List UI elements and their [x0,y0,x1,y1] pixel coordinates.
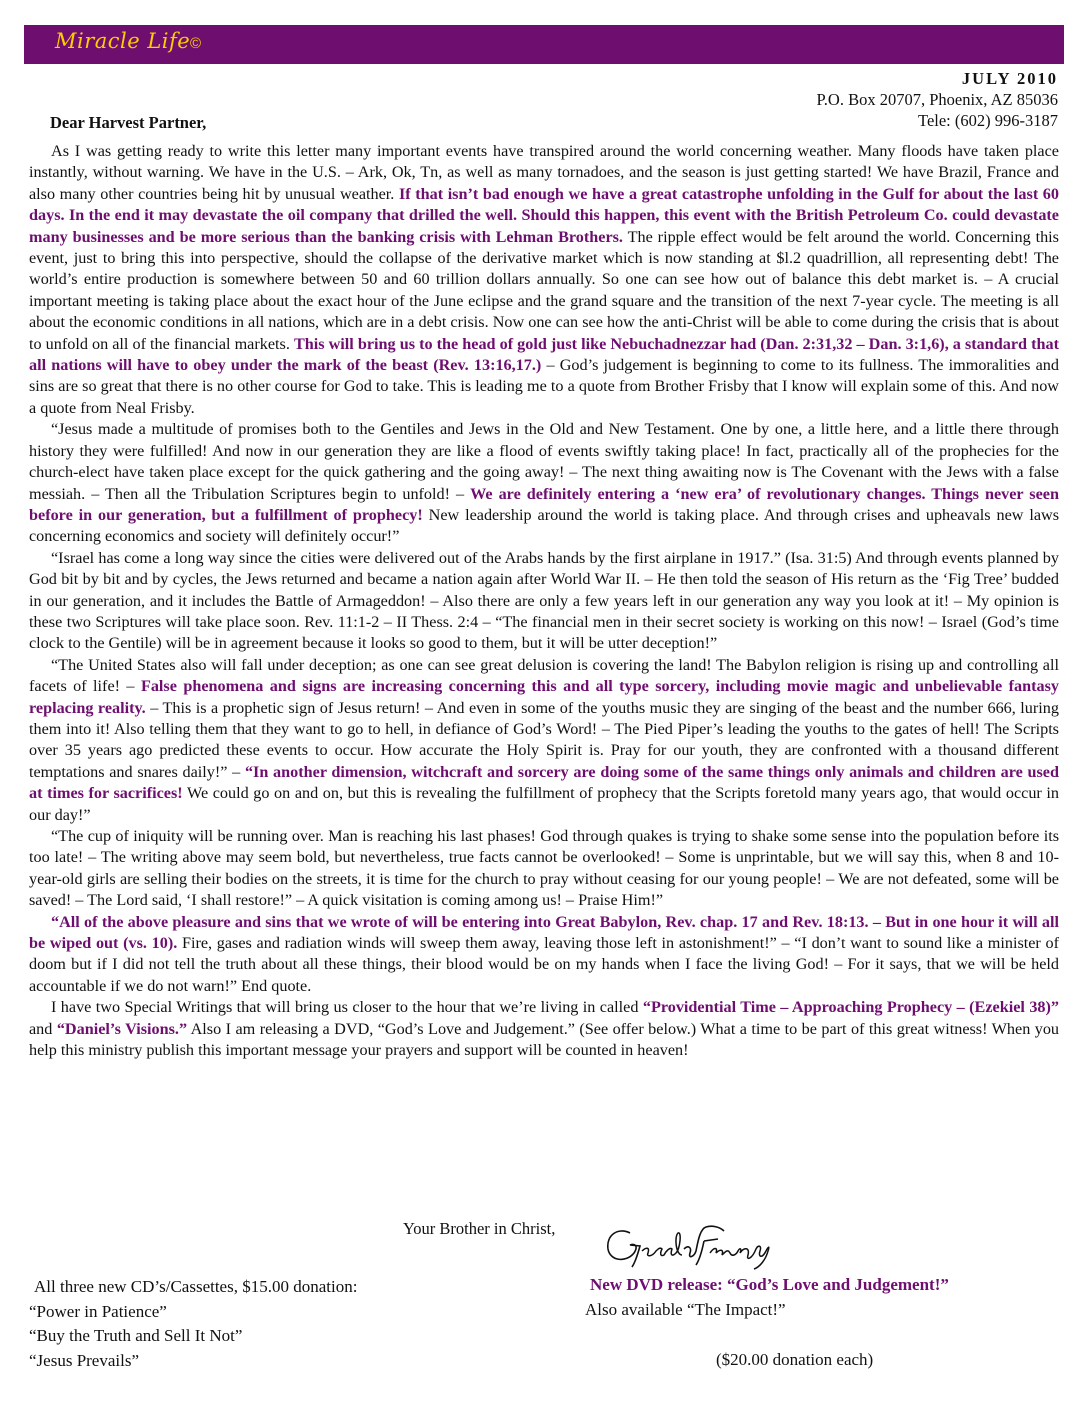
highlighted-text: If that isn’t bad enough we have a great catastrophe unfolding in the Gulf for about the last 60 days. In the end it may devastate the oil company that drilled the well. Should this happen, this event with the British Petroleum Co. could devastate many businesses and be more serious than the banking crisis with Lehman Brothers. [29,184,1059,246]
body-text: “Jesus made a multitude of promises both to the Gentiles and Jews in the Old and New Testament. One by one, a little here, and a little there through history they were fulfilled! And now in our generation they are like a flood of events swiftly taking place! In fact, practically all of the prophecies for the church-elect have taken place except for the quick gathering and the going away! – The next thing awaiting now is The Covenant with the Jews with a false messiah. – Then all the Tribulation Scriptures begin to unfold! – [29,420,1059,503]
dvd-price: ($20.00 donation each) [716,1350,874,1369]
body-text: – God’s judgement is beginning to come to its fullness. The immoralities and sins are so great that there is no other course for God to take. This is leading me to a quote from Brother Frisby that I know will explain some of this. And now a quote from Neal Frisby. [29,356,1059,417]
phone-number: Tele: (602) 996-3187 [918,111,1058,130]
cd-title: “Jesus Prevails” [29,1350,140,1370]
letter-body [29,141,1059,1061]
letter-paragraph [29,655,1059,826]
highlighted-text: We are definitely entering a ‘new era’ of revolutionary changes. Things never seen before in our generation, but a fulfillment of prophecy! [29,484,1059,524]
highlighted-text: “In another dimension, witchcraft and sorcery are doing some of the same things only animals and children are used at times for sacrifices! [29,762,1059,803]
body-text: Fire, gases and radiation winds will sweep them away, leaving those left in astonishment!” – “I don’t want to sound like a minister of doom but if I did not tell the truth about all these things, their blood would be on my hands when I face the living God! – For it says, that we will be held accountable if we do not warn!” End quote. [29,934,1060,995]
highlighted-text: False phenomena and signs are increasing concerning this and all type sorcery, including movie magic and unbelievable fantasy replacing reality. [29,677,1060,717]
body-text: As I was getting ready to write this letter many important events have transpired around the world concerning weather. Many floods have taken place instantly, without warning. We have in the U.S. – Ark, Ok, Tn, as well as many tornadoes, and the season is just getting started! We have Brazil, France and also many other countries being hit by unusual weather. [29,142,1059,203]
signature-image [600,1219,800,1271]
body-text: Also I am releasing a DVD, “God’s Love and Judgement.” (See offer below.) What a time to be part of this great witness! When you help this ministry publish this important message your prayers and support will be counted in heaven! [29,1019,1060,1060]
dvd-offer-title: New DVD release: “God’s Love and Judgement!” [590,1275,949,1294]
letter-paragraph [29,548,1059,655]
cd-title: “Power in Patience” [29,1301,167,1321]
letter-paragraph [29,141,1059,419]
cd-offer [29,1275,357,1373]
dvd-also-available: Also available “The Impact!” [585,1300,786,1319]
body-text: The ripple effect would be felt around the world. Concerning this event, just to bring this into perspective, should the collapse of the derivative market which is now standing at $l.2 quadrillion, all representing debt! The world’s entire production is somewhere between 50 and 60 trillion dollars annually. So one can see how out of balance this debt market is. – A crucial important meeting is taking place about the exact hour of the June eclipse and the grand square and the transition of the next 7-year cycle. The meeting is all about the economic conditions in all nations, which are in a debt crisis. Now one can see how the anti-Christ will be able to come during the crisis that is about to unfold on all of the financial markets. [29,227,1059,353]
header-bar [24,25,1064,64]
highlighted-text: “Providential Time – Approaching Prophecy – (Ezekiel 38)” [642,998,1059,1017]
letter-paragraph [29,997,1059,1061]
letter-paragraph [29,419,1059,547]
cd-offer-title: All three new CD’s/Cassettes, $15.00 donation: [34,1277,358,1296]
highlighted-text: “All of the above pleasure and sins that we wrote of will be entering into Great Babylon, Rev. chap. 17 and Rev. 18:13. – But in one hour it will all be wiped out (vs. 10). [29,912,1059,953]
body-text: “Israel has come a long way since the cities were delivered out of the Arabs hands by the first airplane in 1917.” (Isa. 31:5) And through events planned by God bit by bit and by cycles, the Jews returned and became a nation again after World War II. – He then told the season of His return as the ‘Fig Tree’ budded in our generation, and it includes the Battle of Armageddon! – Also there are only a few years left in our generation any way you look at it! – My opinion is these two Scriptures will take place soon. Rev. 11:1-2 – II Thess. 2:4 – “The financial men in their secret society is working on this now! – Israel (God’s time clock to the Gentile) will be in agreement because it looks so good to them, but it will be utter deception!” [29,548,1059,653]
highlighted-text: This will bring us to the head of gold just like Nebuchadnezzar had (Dan. 2:31,32 – Dan. 3:1,6), a standard that all nations will have to obey under the mark of the beast (Rev. 13:16,17.) [29,334,1059,375]
body-text: New leadership around the world is taking place. And through crises and upheavals new laws concerning economics and society will definitely occur!” [29,505,1060,546]
body-text: “The United States also will fall under deception; as one can see great delusion is covering the land! The Babylon religion is rising up and controlling all facets of life! – [29,655,1059,696]
letter-paragraph [29,912,1059,998]
closing-line: Your Brother in Christ, [403,1219,556,1238]
letterhead-info [816,68,1058,131]
miracle-life-logo: Miracle Life [55,29,191,53]
copyright-symbol: © [190,35,202,52]
highlighted-text: “Daniel’s Visions.” [56,1019,188,1038]
body-text: “The cup of iniquity will be running over. Man is reaching his last phases! God through quakes is trying to shake some sense into the population before its too late! – The writing above may seem bold, but nevertheless, true facts cannot be overlooked! – Some is unprintable, but we will say this, when 8 and 10-year-old girls are selling their bodies on the streets, it is time for the church to pray without ceasing for our young people! – We are not defeated, some will be saved! – The Lord said, ‘I shall restore!” – A quick visitation is coming among us! – Praise Him!” [29,827,1059,910]
body-text: and [29,1019,57,1038]
body-text: – This is a prophetic sign of Jesus return! – And even in some of the youths music they are singing of the beast and the number 666, luring them into it! Also telling them that they want to go to hell, in defiance of God’s Word! – The Pied Piper’s leading the youths to the gates of hell! The Scripts over 35 years ago predicted these events to occur. How accurate the Holy Spirit is. Pray for our youth, they are confronted with a thousand different temptations and snares daily!” – [29,698,1059,781]
letter-date: JULY 2010 [961,69,1058,88]
body-text: We could go on and on, but this is revealing the fulfillment of prophecy that the Scripts foretold many years ago, that would occur in our day!” [29,784,1059,824]
cd-title: “Buy the Truth and Sell It Not” [29,1326,243,1345]
greeting: Dear Harvest Partner, [50,113,207,132]
mailing-address: P.O. Box 20707, Phoenix, AZ 85036 [816,90,1058,109]
letter-paragraph [29,826,1059,912]
body-text: I have two Special Writings that will bring us closer to the hour that we’re living in called [51,998,643,1017]
